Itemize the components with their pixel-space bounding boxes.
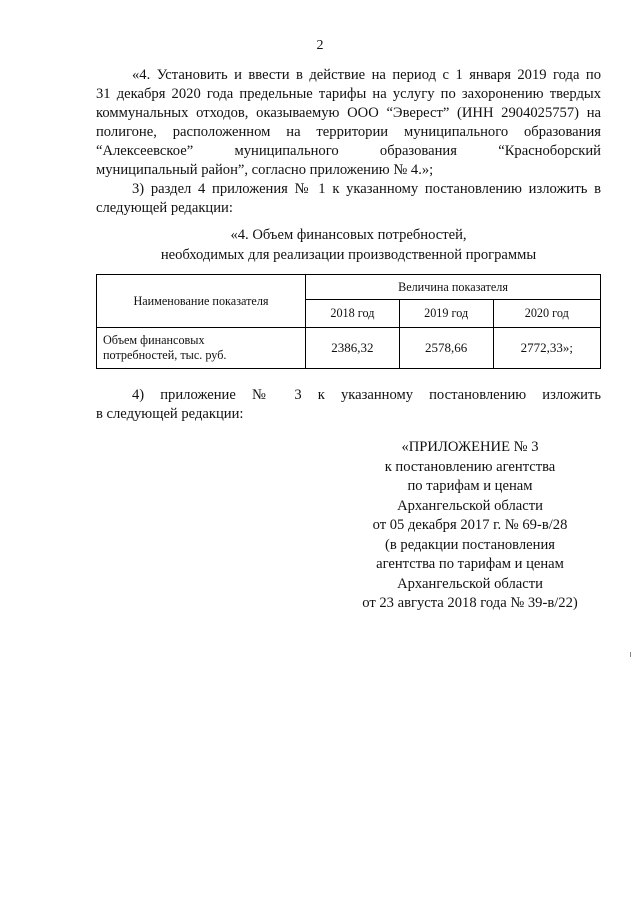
- appendix-line: (в редакции постановления: [385, 536, 555, 553]
- appendix-line: от 23 августа 2018 года № 39-в/22): [362, 595, 578, 611]
- item-4-appendix-paragraph: [96, 386, 601, 424]
- appendix-line: к постановлению агентства: [384, 458, 556, 475]
- text-line: 4) приложение № 3 к указанному постановлению изложить: [132, 387, 601, 403]
- text-line: в следующей редакции:: [96, 406, 244, 422]
- column-header-year: 2019 год: [399, 300, 493, 328]
- text-line: 31 декабря 2020 года предельные тарифы на услугу по захоронению твердых: [96, 86, 601, 102]
- text-line: следующей редакции:: [96, 200, 233, 216]
- appendix-line: Архангельской области: [397, 575, 543, 592]
- text-line: “Алексеевское” муниципального образования “Красноборский: [96, 143, 601, 159]
- table-row: [97, 328, 601, 369]
- row-name-cell: [97, 328, 306, 369]
- text-line: коммунальных отходов, оказываемую ООО “Эверест” (ИНН 2904025757) на: [96, 105, 601, 121]
- value-cell: 2578,66: [399, 328, 493, 369]
- section-heading: [96, 225, 601, 265]
- text-line: 3) раздел 4 приложения № 1 к указанному постановлению изложить в: [132, 181, 601, 197]
- appendix-line: от 05 декабря 2017 г. № 69-в/28: [372, 517, 568, 533]
- item-3-paragraph: [96, 180, 601, 218]
- table-header-row: [97, 275, 601, 300]
- appendix-line: по тарифам и ценам: [407, 478, 533, 494]
- column-header-year: 2020 год: [493, 300, 600, 328]
- section-heading-line: «4. Объем финансовых потребностей,: [230, 227, 467, 243]
- column-header-name: Наименование показателя: [97, 275, 306, 328]
- item-4-paragraph: [96, 66, 601, 180]
- text-line: полигоне, расположенном на территории муниципального образования: [96, 124, 601, 140]
- appendix-line: Архангельской области: [397, 497, 543, 514]
- appendix-line: агентства по тарифам и ценам: [376, 556, 564, 572]
- row-name-line: потребностей, тыс. руб.: [103, 348, 227, 362]
- row-name-line: Объем финансовых: [103, 333, 205, 347]
- appendix-line: «ПРИЛОЖЕНИЕ № 3: [401, 439, 539, 455]
- column-header-group: Величина показателя: [306, 275, 601, 300]
- financial-needs-table: [96, 274, 601, 369]
- text-line: «4. Установить и ввести в действие на период с 1 января 2019 года по: [132, 67, 601, 83]
- value-cell: 2772,33»;: [493, 328, 600, 369]
- scan-mark: [630, 652, 631, 657]
- value-cell: 2386,32: [306, 328, 400, 369]
- section-heading-line: необходимых для реализации производственной программы: [160, 247, 537, 263]
- appendix-header-block: [340, 438, 600, 614]
- column-header-year: 2018 год: [306, 300, 400, 328]
- text-line: муниципальный район”, согласно приложению № 4.»;: [96, 162, 434, 178]
- page-number: 2: [316, 38, 324, 53]
